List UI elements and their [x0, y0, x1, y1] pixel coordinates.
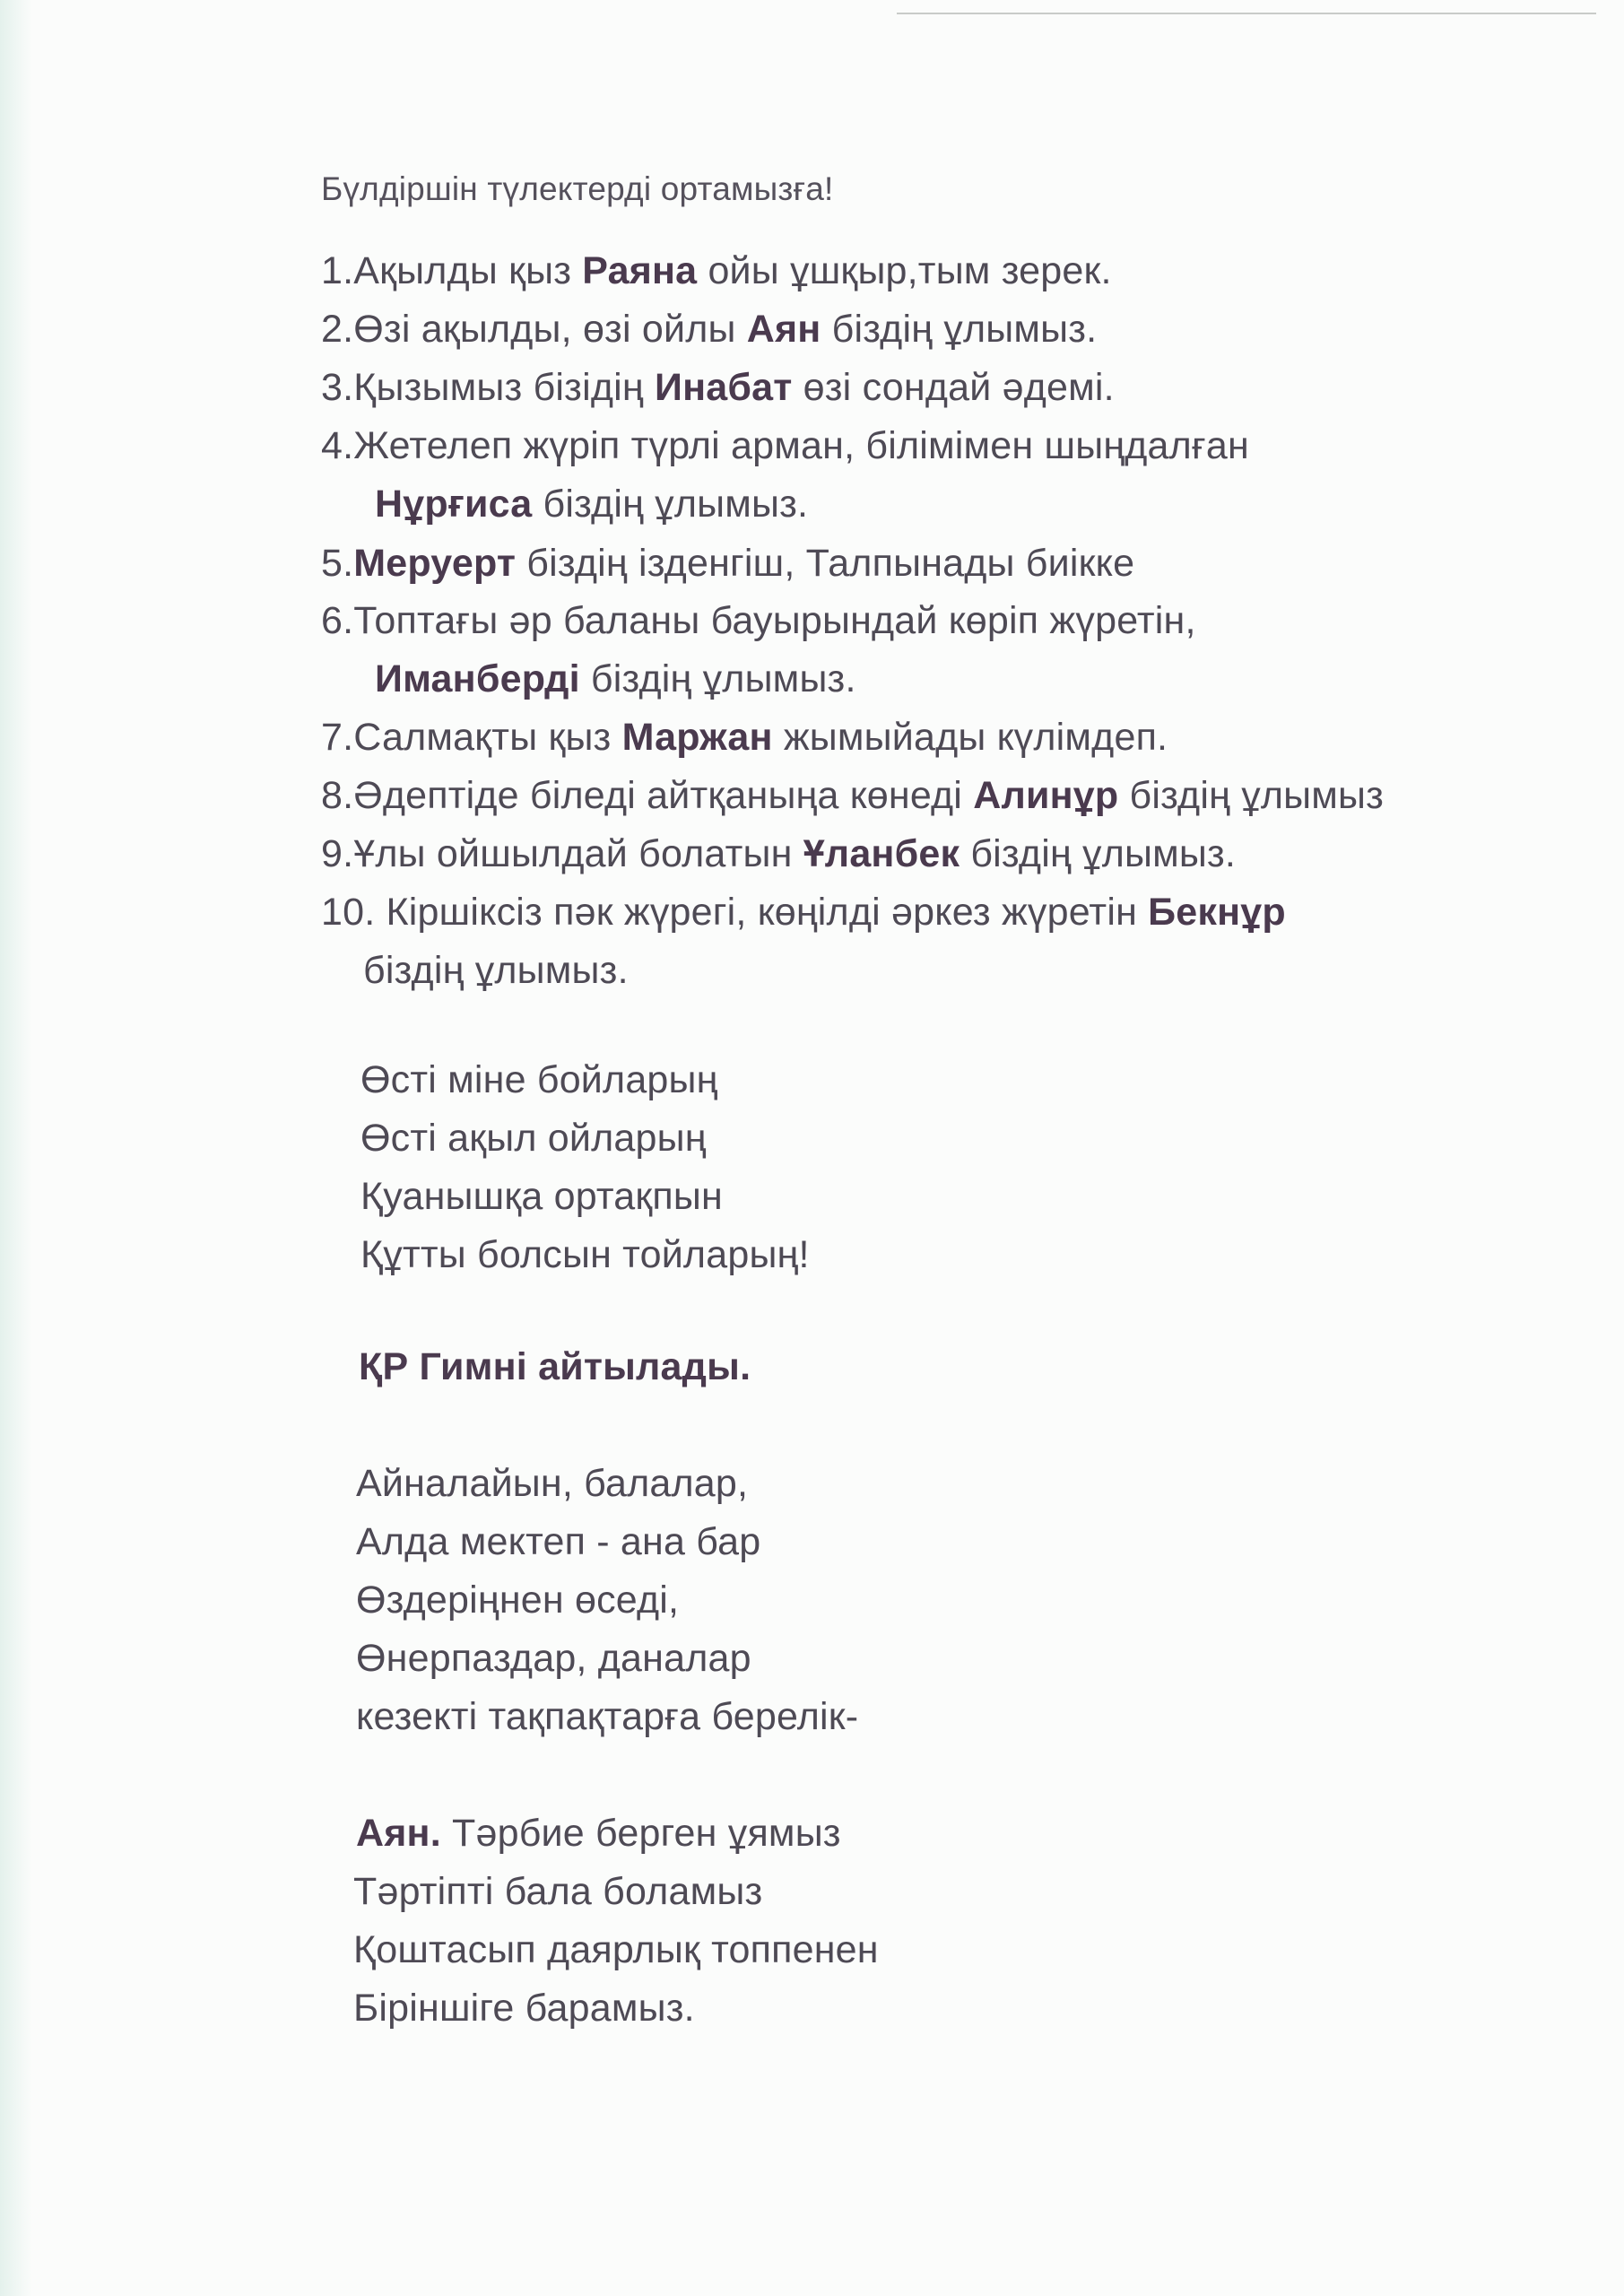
poem-line: Қоштасып даярлық топпенен [353, 1928, 879, 1971]
list-item [321, 424, 1249, 468]
list-item-text: Жетелеп жүріп түрлі арман, білімімен шыңдалған [353, 424, 1249, 467]
poem-line: Айналайын, балалар, [356, 1462, 749, 1505]
list-item-number: 8. [321, 774, 354, 817]
list-item [321, 716, 1168, 760]
list-item-name: Аян [746, 308, 821, 351]
poem-line: кезекті тақпақтарға берелік- [356, 1695, 859, 1738]
speaker-name: Аян. [356, 1812, 441, 1855]
list-item [321, 249, 1112, 293]
poem-line: Өсті ақыл ойларың [360, 1117, 707, 1160]
poem-line: Өсті міне бойларың [360, 1058, 718, 1101]
list-item-text: Ұлы ойшылдай болатын [353, 832, 803, 875]
poem-line: Қуанышқа ортақпын [360, 1175, 723, 1218]
list-item-number: 6. [321, 599, 354, 642]
list-item-text: біздің ұлымыз. [363, 949, 629, 992]
list-item-number: 3. [321, 366, 354, 409]
anthem-note: ҚР Гимні айтылады. [359, 1345, 751, 1388]
list-item-number: 5. [321, 542, 354, 585]
scan-edge-shadow [0, 0, 32, 2296]
stanza-3-first-line [356, 1812, 841, 1856]
list-item-number: 4. [321, 424, 354, 467]
list-item-text: Әдептіде біледі айтқаныңа көнеді [353, 774, 974, 817]
list-item-name: Инабат [654, 366, 793, 409]
list-item [375, 483, 808, 526]
poem-line: Алда мектеп - ана бар [356, 1520, 761, 1563]
list-item-number: 9. [321, 832, 354, 875]
list-item-text: біздің ұлымыз. [821, 308, 1098, 351]
list-item [363, 949, 629, 993]
list-item-name: Алинұр [973, 774, 1119, 817]
list-item-name: Иманберді [375, 657, 580, 700]
list-item-name: Бекнұр [1148, 891, 1286, 934]
poem-line: Біріншіге барамыз. [353, 1987, 695, 2030]
poem-line: Өздеріңнен өседі, [356, 1578, 680, 1622]
list-item-name: Нұрғиса [375, 483, 533, 526]
list-item [321, 599, 1196, 643]
poem-line: Тәртіпті бала боламыз [353, 1870, 763, 1913]
list-item-text: Кіршіксіз пәк жүрегі, көңілді әркез жүретін [375, 891, 1149, 934]
list-item-text: өзі сондай әдемі. [792, 366, 1115, 409]
list-item-name: Меруерт [353, 542, 517, 585]
page-heading: Бүлдіршін түлектерді ортамызға! [321, 170, 834, 207]
list-item-text: ойы ұшқыр,тым зерек. [697, 249, 1112, 292]
poem-line: Құтты болсын тойларың! [360, 1233, 810, 1276]
list-item-text: біздің ұлымыз. [960, 832, 1237, 875]
list-item-text: жымыйады күлімдеп. [772, 716, 1168, 759]
list-item-text: біздің ұлымыз [1118, 774, 1385, 817]
list-item [321, 832, 1236, 876]
list-item [321, 774, 1384, 818]
list-item-text: біздің ұлымыз. [579, 657, 856, 700]
stanza-3-first-text: Тәрбие берген ұямыз [440, 1812, 841, 1855]
list-item [321, 542, 1134, 586]
list-item-number: 7. [321, 716, 354, 759]
list-item-text: Қызымыз бізідің [353, 366, 655, 409]
list-item-number: 1. [321, 249, 354, 292]
list-item-text: Салмақты қыз [353, 716, 622, 759]
list-item [321, 366, 1115, 410]
list-item-name: Маржан [621, 716, 773, 759]
list-item-text: Өзі ақылды, өзі ойлы [353, 308, 747, 351]
list-item-number: 2. [321, 308, 354, 351]
list-item-text: біздің ұлымыз. [532, 483, 809, 526]
list-item-text: біздің ізденгіш, Талпынады биікке [516, 542, 1135, 585]
list-item [321, 891, 1286, 935]
list-item [321, 308, 1097, 352]
scan-top-line [897, 13, 1596, 14]
poem-line: Өнерпаздар, даналар [356, 1637, 751, 1680]
list-item-name: Раяна [582, 249, 698, 292]
list-item-text: Топтағы әр баланы бауырындай көріп жүретін, [353, 599, 1196, 642]
list-item-number: 10. [321, 891, 376, 934]
list-item-name: Ұланбек [803, 832, 960, 875]
list-item [375, 657, 856, 701]
list-item-text: Ақылды қыз [353, 249, 583, 292]
